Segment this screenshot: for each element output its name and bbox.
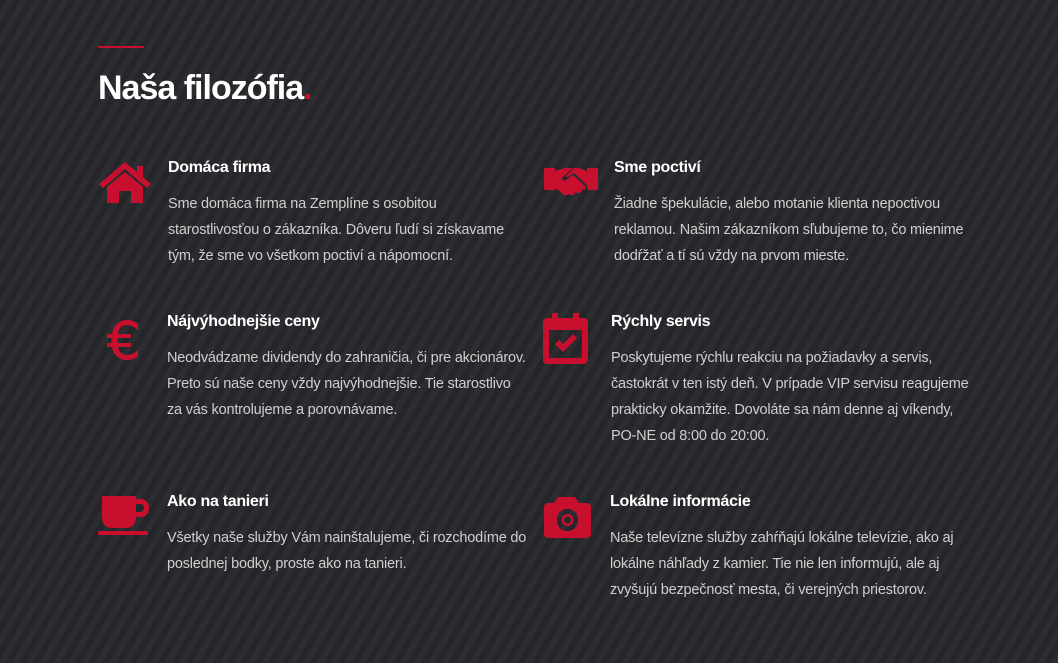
feature-text: Sme domáca firma na Zemplíne s osobitou starostlivosťou o zákazníka. Dôveru ľudí si získavame tým, že sme vo všetkom poctiví a nápomocní. bbox=[168, 196, 504, 264]
house-icon bbox=[98, 160, 152, 208]
calendar-check-icon bbox=[543, 312, 597, 360]
section-title bbox=[98, 66, 312, 110]
feature-text: Všetky naše služby Vám nainštalujeme, či rozchodíme do poslednej bodky, proste ako na tanieri. bbox=[167, 530, 527, 572]
cup-icon bbox=[98, 494, 152, 542]
feature-text: Poskytujeme rýchlu reakciu na požiadavky a servis, častokrát v ten istý deň. V prípade VIP servisu reagujeme prakticky okamžite. Dovoláte sa nám denne aj víkendy, PO-NE od 8:00 do 20:00. bbox=[611, 350, 969, 444]
title-accent-line bbox=[98, 46, 144, 48]
euro-icon bbox=[98, 316, 152, 364]
feature-text: Naše televízne služby zahŕňajú lokálne televízie, ako aj lokálne náhľady z kamier. Tie nie len informujú, ale aj zvyšujú bezpečnosť mesta, či verejných priestorov. bbox=[610, 530, 954, 598]
section-title-text: Naša filozófia bbox=[98, 69, 304, 107]
feature-text: Neodvádzame dividendy do zahraničia, či pre akcionárov. Preto sú naše ceny vždy najvýhodnejšie. Tie starostlivo za vás kontrolujeme a porovnávame. bbox=[167, 350, 526, 418]
handshake-icon bbox=[543, 164, 597, 212]
feature-title: Ako na tanieri bbox=[167, 493, 269, 510]
feature-title: Domáca firma bbox=[168, 159, 271, 176]
feature-title: Sme poctiví bbox=[614, 159, 701, 176]
feature-title: Nájvýhodnejšie ceny bbox=[167, 313, 320, 330]
feature-text: Žiadne špekulácie, alebo motanie klienta nepoctivou reklamou. Našim zákazníkom sľubujeme to, čo mienime dodŕžať a tí sú vždy na prvom mieste. bbox=[614, 196, 964, 264]
section-title-dot: . bbox=[303, 69, 312, 107]
feature-title: Rýchly servis bbox=[611, 313, 711, 330]
camera-icon bbox=[543, 494, 597, 542]
feature-title: Lokálne informácie bbox=[610, 493, 751, 510]
